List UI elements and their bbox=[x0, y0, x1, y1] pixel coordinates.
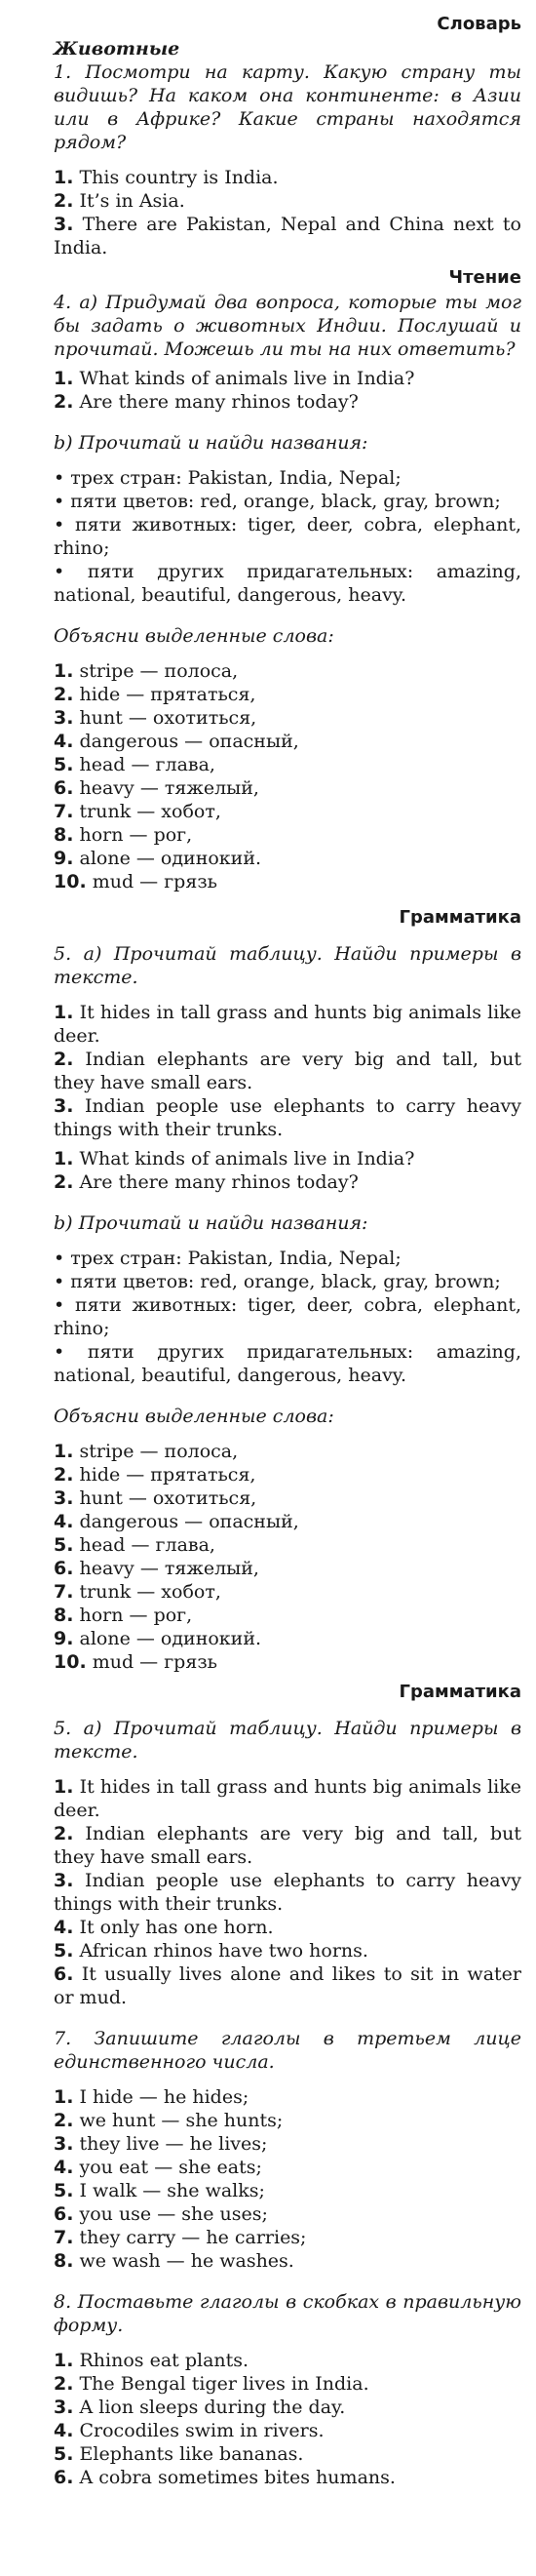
task-5a: 5. а) Прочитай таблицу. Найди примеры в тексте. bbox=[54, 943, 521, 988]
list-item: 2. Indian elephants are very big and tall, but they have small ears. bbox=[54, 1049, 521, 1093]
list-item: 7. trunk — хобот, bbox=[54, 1581, 221, 1603]
list-item: 1. stripe — полоса, bbox=[54, 1441, 239, 1462]
list-item: 2. Are there many rhinos today? bbox=[54, 1171, 359, 1193]
task-5a: 5. а) Прочитай таблицу. Найди примеры в тексте. bbox=[54, 1718, 521, 1763]
list-item: 5. I walk — she walks; bbox=[54, 2180, 265, 2201]
list-item: 2. Are there many rhinos today? bbox=[54, 391, 359, 413]
list-item: 5. head — глава, bbox=[54, 1534, 215, 1556]
task-5c: Объясни выделенные слова: bbox=[54, 1406, 334, 1427]
bullet-item: • трех стран: Pakistan, India, Nepal; bbox=[54, 467, 402, 489]
task-4a: 4. а) Придумай два вопроса, которые ты мог бы задать о животных Индии. Послушай и прочитай. Можешь ли ты на них ответить? bbox=[54, 292, 521, 360]
section-heading-grammar: Грамматика bbox=[399, 907, 521, 928]
list-item: 3. Indian people use elephants to carry heavy things with their trunks. bbox=[54, 1870, 521, 1915]
list-item: 1. It hides in tall grass and hunts big animals like deer. bbox=[54, 1776, 521, 1821]
list-item: 10. mud — грязь bbox=[54, 871, 218, 892]
list-item: 5. African rhinos have two horns. bbox=[54, 1940, 368, 1962]
bullet-item: • пяти цветов: red, orange, black, gray, brown; bbox=[54, 1271, 501, 1292]
bullet-item: • пяти животных: tiger, deer, cobra, elephant, rhino; bbox=[54, 514, 521, 559]
list-item: 5. head — глава, bbox=[54, 754, 215, 775]
bullet-item: • пяти цветов: red, orange, black, gray, brown; bbox=[54, 491, 501, 512]
list-item: 1. This country is India. bbox=[54, 167, 279, 188]
bullet-item: • пяти животных: tiger, deer, cobra, elephant, rhino; bbox=[54, 1294, 521, 1339]
running-header: Словарь bbox=[437, 14, 521, 34]
list-item: 1. Rhinos eat plants. bbox=[54, 2350, 249, 2371]
list-item: 6. It usually lives alone and likes to sit in water or mud. bbox=[54, 1963, 521, 2008]
list-item: 2. It’s in Asia. bbox=[54, 190, 185, 212]
list-item: 1. What kinds of animals live in India? bbox=[54, 368, 415, 389]
list-item: 4. dangerous — опасный, bbox=[54, 1511, 299, 1532]
list-item: 8. we wash — he washes. bbox=[54, 2250, 294, 2272]
list-item: 1. I hide — he hides; bbox=[54, 2086, 249, 2108]
bullet-item: • трех стран: Pakistan, India, Nepal; bbox=[54, 1248, 402, 1269]
list-item: 1. It hides in tall grass and hunts big animals like deer. bbox=[54, 1002, 521, 1047]
task-8: 8. Поставьте глаголы в скобках в правильную форму. bbox=[54, 2291, 521, 2336]
task-4c: Объясни выделенные слова: bbox=[54, 625, 334, 647]
bullet-item: • пяти других придагательных: amazing, national, beautiful, dangerous, heavy. bbox=[54, 561, 521, 606]
list-item: 3. Indian people use elephants to carry heavy things with their trunks. bbox=[54, 1095, 521, 1140]
list-item: 7. trunk — хобот, bbox=[54, 801, 221, 822]
list-item: 1. stripe — полоса, bbox=[54, 660, 239, 682]
section-title: Животные bbox=[54, 38, 180, 59]
list-item: 3. hunt — охотиться, bbox=[54, 707, 257, 729]
list-item: 2. hide — прятаться, bbox=[54, 684, 256, 705]
list-item: 2. Indian elephants are very big and tall, but they have small ears. bbox=[54, 1823, 521, 1868]
list-item: 4. dangerous — опасный, bbox=[54, 731, 299, 752]
list-item: 2. hide — прятаться, bbox=[54, 1464, 256, 1486]
list-item: 2. The Bengal tiger lives in India. bbox=[54, 2373, 369, 2395]
list-item: 7. they carry — he carries; bbox=[54, 2227, 307, 2248]
list-item: 6. heavy — тяжелый, bbox=[54, 777, 259, 799]
list-item: 6. you use — she uses; bbox=[54, 2203, 268, 2225]
task-7: 7. Запишите глаголы в третьем лице единственного числа. bbox=[54, 2028, 521, 2073]
list-item: 6. A cobra sometimes bites humans. bbox=[54, 2467, 396, 2488]
list-item: 10. mud — грязь bbox=[54, 1651, 218, 1673]
list-item: 3. they live — he lives; bbox=[54, 2133, 268, 2155]
list-item: 3. hunt — охотиться, bbox=[54, 1487, 257, 1509]
task-4b: b) Прочитай и найди названия: bbox=[54, 432, 368, 454]
section-heading-grammar: Грамматика bbox=[399, 1682, 521, 1702]
task-5b: b) Прочитай и найди названия: bbox=[54, 1212, 368, 1234]
list-item: 9. alone — одинокий. bbox=[54, 1628, 262, 1649]
list-item: 1. What kinds of animals live in India? bbox=[54, 1148, 415, 1169]
task-1: 1. Посмотри на карту. Какую страну ты видишь? На каком она континенте: в Азии или в Африке? Какие страны находятся рядом? bbox=[54, 61, 521, 153]
list-item: 3. There are Pakistan, Nepal and China next to India. bbox=[54, 214, 521, 258]
list-item: 9. alone — одинокий. bbox=[54, 848, 262, 869]
list-item: 3. A lion sleeps during the day. bbox=[54, 2397, 346, 2418]
list-item: 8. horn — рог, bbox=[54, 824, 193, 846]
list-item: 6. heavy — тяжелый, bbox=[54, 1558, 259, 1579]
bullet-item: • пяти других придагательных: amazing, national, beautiful, dangerous, heavy. bbox=[54, 1341, 521, 1386]
list-item: 4. Crocodiles swim in rivers. bbox=[54, 2420, 325, 2441]
section-heading-reading: Чтение bbox=[448, 267, 521, 288]
list-item: 4. It only has one horn. bbox=[54, 1917, 274, 1938]
list-item: 4. you eat — she eats; bbox=[54, 2157, 262, 2178]
list-item: 8. horn — рог, bbox=[54, 1605, 193, 1626]
list-item: 2. we hunt — she hunts; bbox=[54, 2110, 284, 2131]
list-item: 5. Elephants like bananas. bbox=[54, 2443, 304, 2465]
